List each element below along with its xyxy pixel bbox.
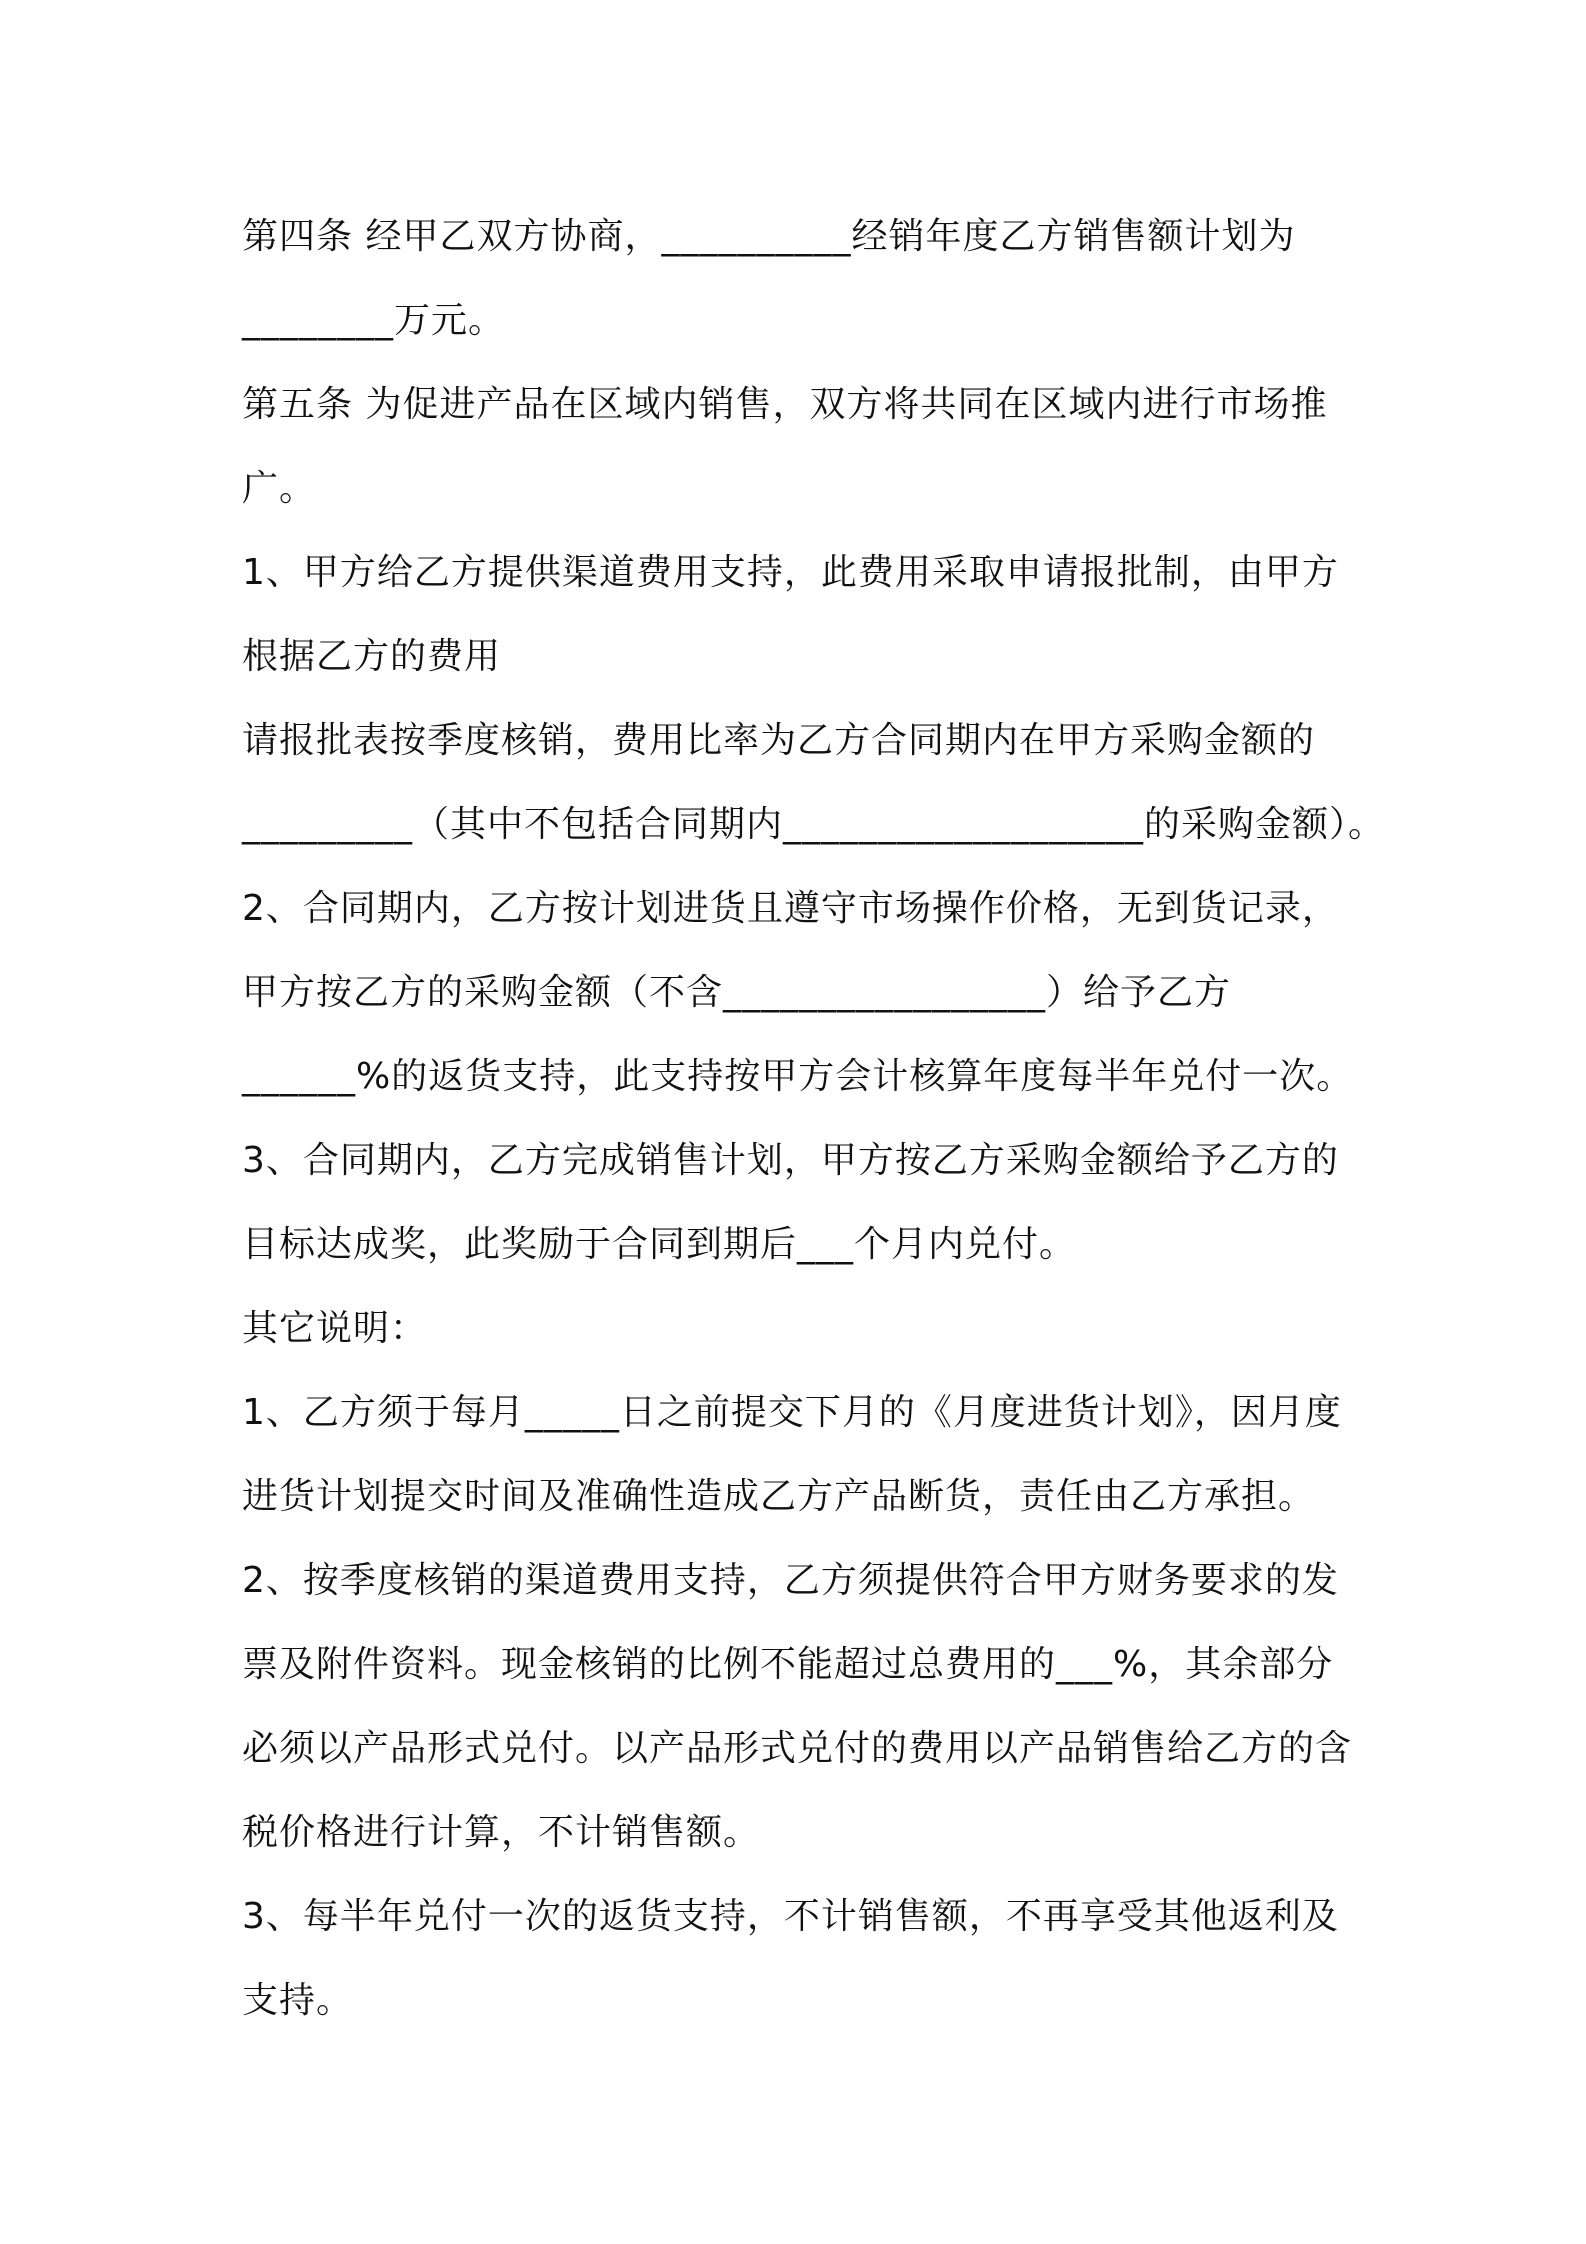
item-1-line-3: 请报批表按季度核销，费用比率为乙方合同期内在甲方采购金额的 — [242, 720, 1316, 761]
note-3-line-2: 支持。 — [242, 1980, 354, 2021]
note-2-line-1: 2、按季度核销的渠道费用支持，乙方须提供符合甲方财务要求的发 — [242, 1560, 1339, 1601]
note-1-line-2: 进货计划提交时间及准确性造成乙方产品断货，责任由乙方承担。 — [242, 1476, 1316, 1517]
item-2-line-1: 2、合同期内，乙方按计划进货且遵守市场操作价格，无到货记录， — [242, 888, 1339, 929]
item-3-line-2: 目标达成奖，此奖励于合同到期后___个月内兑付。 — [242, 1224, 1077, 1265]
item-1-line-1: 1、甲方给乙方提供渠道费用支持，此费用采取申请报批制，由甲方 — [242, 552, 1339, 593]
note-2-line-4: 税价格进行计算，不计销售额。 — [242, 1812, 761, 1853]
note-2-line-3: 必须以产品形式兑付。以产品形式兑付的费用以产品销售给乙方的含 — [242, 1728, 1353, 1769]
clause-5-line-2: 广。 — [242, 468, 317, 509]
item-1-line-4: _________（其中不包括合同期内___________________的采购金额）。 — [242, 804, 1386, 845]
other-notes-heading: 其它说明： — [242, 1308, 428, 1349]
clause-4-line-1: 第四条 经甲乙双方协商，__________经销年度乙方销售额计划为 — [242, 216, 1296, 257]
note-1-line-1: 1、乙方须于每月_____日之前提交下月的《月度进货计划》，因月度 — [242, 1392, 1342, 1433]
item-1-line-2: 根据乙方的费用 — [242, 636, 502, 677]
note-2-line-2: 票及附件资料。现金核销的比例不能超过总费用的___%，其余部分 — [242, 1644, 1334, 1685]
clause-4-line-2: ________万元。 — [242, 300, 506, 341]
note-3-line-1: 3、每半年兑付一次的返货支持，不计销售额，不再享受其他返利及 — [242, 1896, 1339, 1937]
item-2-line-3: ______%的返货支持，此支持按甲方会计核算年度每半年兑付一次。 — [242, 1056, 1354, 1097]
document-body — [242, 195, 1386, 2043]
clause-5-line-1: 第五条 为促进产品在区域内销售，双方将共同在区域内进行市场推 — [242, 384, 1328, 425]
item-3-line-1: 3、合同期内，乙方完成销售计划，甲方按乙方采购金额给予乙方的 — [242, 1140, 1339, 1181]
item-2-line-2: 甲方按乙方的采购金额（不含_________________）给予乙方 — [242, 972, 1232, 1013]
